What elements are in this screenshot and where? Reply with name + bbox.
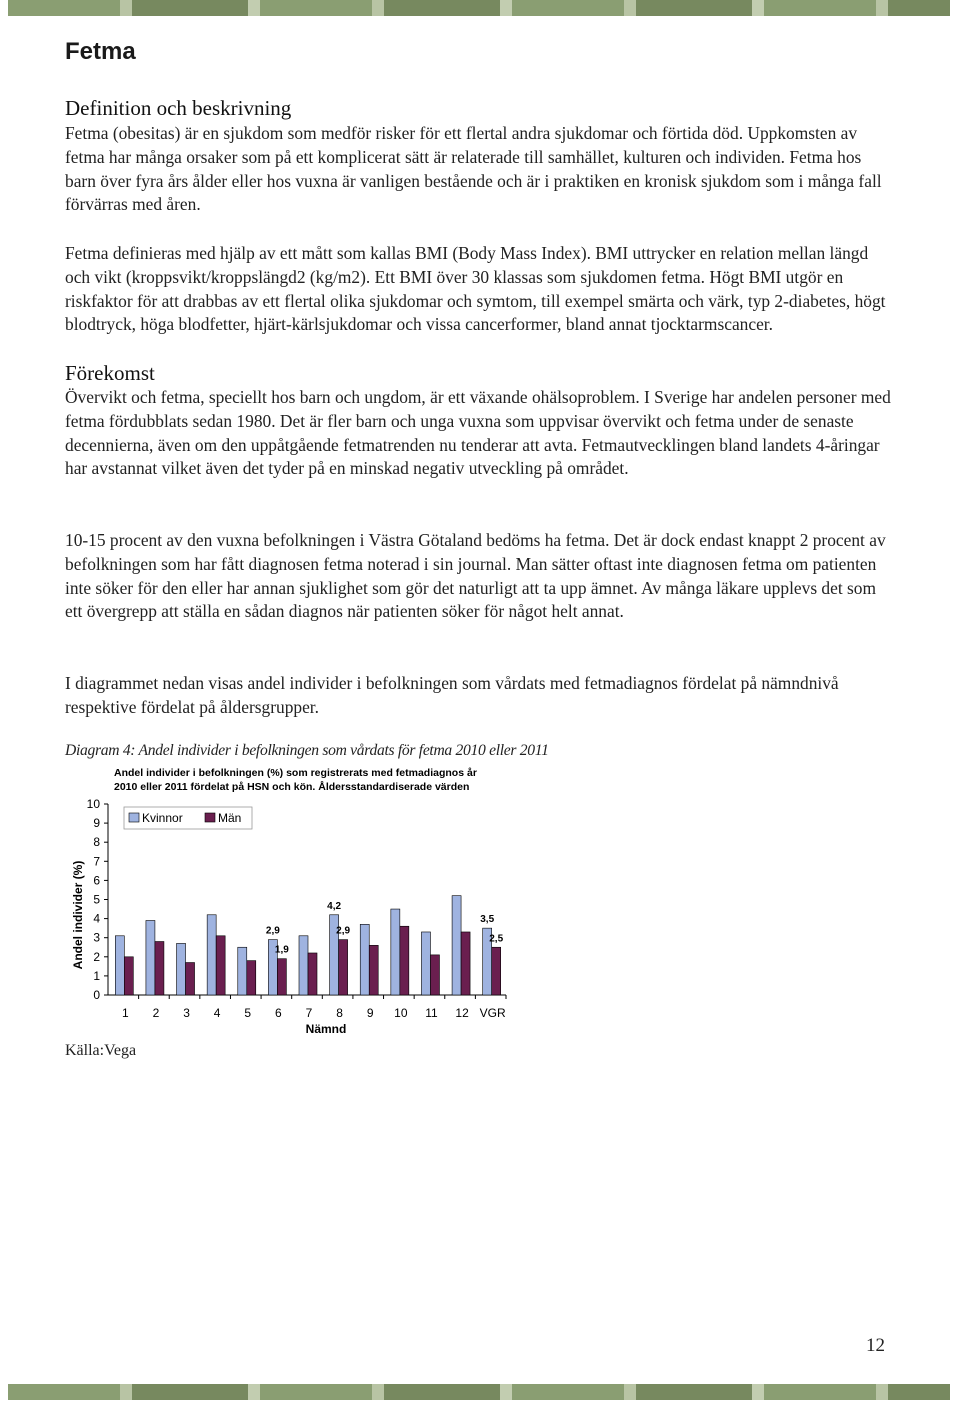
- x-tick-label: 10: [394, 1006, 408, 1020]
- x-tick-label: 1: [121, 1006, 129, 1020]
- bar-man: [277, 959, 286, 995]
- source-note: Källa:Vega: [65, 1042, 137, 1059]
- x-tick-label: 9: [366, 1006, 374, 1020]
- bar-man: [216, 936, 225, 995]
- bar-man: [492, 947, 501, 995]
- paragraph-definition: Fetma (obesitas) är en sjukdom som medför risker för ett flertal andra sjukdomar och förtida död. Uppkomsten av fetma har många orsaker som på ett komplicerat sätt är relaterade till samhället, kulturen och individen. Fetma hos barn över fyra års ålder eller hos vuxna är vanligen bestående och är i praktiken en kronisk sjukdom som i många fall förvärras med åren.: [65, 123, 882, 215]
- bar-man: [430, 955, 439, 995]
- legend-label-kvinnor: Kvinnor: [142, 811, 183, 825]
- y-tick-label: 5: [93, 892, 100, 907]
- x-tick-label: 4: [213, 1006, 221, 1020]
- bar-man: [461, 932, 470, 995]
- y-tick-label: 7: [93, 854, 100, 869]
- bar-man: [308, 953, 317, 995]
- paragraph-forekomst: Övervikt och fetma, speciellt hos barn och ungdom, är ett växande ohälsoproblem. I Sverige har andelen personer med fetma fördubblats sedan 1980. Det är fler barn och unga vuxna som uppvisar övervikt och fetma under de senaste decennierna, även om den uppåtgående fetmatrenden nu tenderar att avta. Fetmautvecklingen bland landets 4-åringar har avstannat vilket även det tyder på en minskad negativ utveckling på området.: [65, 387, 891, 479]
- bar-kvinnor: [452, 896, 461, 995]
- data-label: 4,2: [327, 900, 342, 912]
- y-tick-label: 6: [93, 873, 100, 888]
- bar-kvinnor: [421, 932, 430, 995]
- bar-kvinnor: [207, 915, 216, 995]
- x-tick-label: 2: [152, 1006, 160, 1020]
- legend: [124, 807, 252, 829]
- paragraph-vastra-gotaland: 10-15 procent av den vuxna befolkningen i Västra Götaland bedöms ha fetma. Det är dock endast knappt 2 procent av befolkningen som har fått diagnosen fetma noterad i sin journal. Man sätter oftast inte diagnosen fetma om patienten inte söker för den eller har annan sjuklighet som gör det naturligt att ta upp ämnet. Av många läkare upplevs det som ett övergrepp att ställa en sådan diagnos när patienten söker för något helt annat.: [65, 530, 886, 622]
- chart-title-line-1: Andel individer i befolkningen (%) som registrerats med fetmadiagnos år: [114, 767, 477, 779]
- bar-chart: [60, 760, 520, 1040]
- figure-caption: Diagram 4: Andel individer i befolkningen som vårdats för fetma 2010 eller 2011: [65, 742, 549, 759]
- paragraph-bmi: Fetma definieras med hjälp av ett mått som kallas BMI (Body Mass Index). BMI uttrycker en relation mellan längd och vikt (kroppsvikt/kroppslängd2 (kg/m2). Ett BMI över 30 klassas som sjukdomen fetma. Högt BMI utgör en riskfaktor för att drabbas av ett flertal olika sjukdomar och symtom, till exempel smärta och värk, typ 2-diabetes, högt blodtryck, höga blodfetter, hjärt-kärlsjukdomar och vissa cancerformer, bland annat tjocktarmscancer.: [65, 243, 886, 335]
- x-tick-label: 7: [305, 1006, 313, 1020]
- x-tick-label: 6: [275, 1006, 282, 1020]
- data-label: 2,9: [265, 925, 280, 937]
- x-tick-label: 12: [455, 1006, 469, 1020]
- bar-man: [339, 940, 348, 995]
- page-title: Fetma: [65, 38, 136, 65]
- x-tick-label: 5: [244, 1006, 252, 1020]
- bar-kvinnor: [360, 924, 369, 995]
- bar-kvinnor: [177, 943, 186, 995]
- y-tick-label: 9: [93, 816, 100, 831]
- y-tick-label: 8: [93, 835, 100, 850]
- y-tick-label: 1: [93, 968, 100, 983]
- bar-man: [155, 942, 164, 995]
- page-number: 12: [866, 1335, 885, 1356]
- bar-man: [400, 926, 409, 995]
- bar-kvinnor: [238, 947, 247, 995]
- bar-man: [369, 945, 378, 995]
- bar-kvinnor: [391, 909, 400, 995]
- legend-swatch-kvinnor: [129, 813, 139, 822]
- data-label: 1,9: [274, 944, 289, 956]
- section-heading-forekomst: Förekomst: [65, 361, 155, 385]
- bar-man: [124, 957, 133, 995]
- bar-man: [186, 963, 195, 995]
- y-tick-label: 3: [93, 930, 100, 945]
- x-tick-label: 3: [183, 1006, 190, 1020]
- data-label: 2,9: [336, 925, 351, 937]
- bar-man: [247, 961, 256, 995]
- y-tick-label: 10: [86, 797, 100, 811]
- bar-kvinnor: [115, 936, 124, 995]
- y-tick-label: 0: [93, 988, 100, 1002]
- paragraph-diagram-intro: I diagrammet nedan visas andel individer i befolkningen som vårdats med fetmadiagnos fördelat på nämndnivå respektive fördelat på åldersgrupper.: [65, 673, 839, 717]
- x-tick-label: VGR: [479, 1006, 506, 1020]
- y-tick-label: 4: [93, 911, 100, 926]
- top-decorative-band: [8, 0, 950, 16]
- x-tick-label: 11: [425, 1006, 438, 1020]
- data-label: 2,5: [489, 933, 504, 945]
- legend-swatch-man: [205, 813, 215, 822]
- bar-kvinnor: [299, 936, 308, 995]
- plot-area: [87, 797, 506, 1020]
- bottom-decorative-band: [8, 1384, 950, 1400]
- x-axis-label: Nämnd: [305, 1022, 347, 1036]
- legend-label-man: Män: [218, 811, 242, 825]
- bar-kvinnor: [146, 921, 155, 995]
- y-tick-label: 2: [93, 949, 100, 964]
- data-label: 3,5: [480, 914, 495, 926]
- section-heading-definition: Definition och beskrivning: [65, 96, 292, 120]
- chart-title-line-2: 2010 eller 2011 fördelat på HSN och kön. Åldersstandardiserade värden: [114, 781, 470, 793]
- x-tick-label: 8: [336, 1006, 343, 1020]
- y-axis-label: Andel individer (%): [71, 860, 85, 970]
